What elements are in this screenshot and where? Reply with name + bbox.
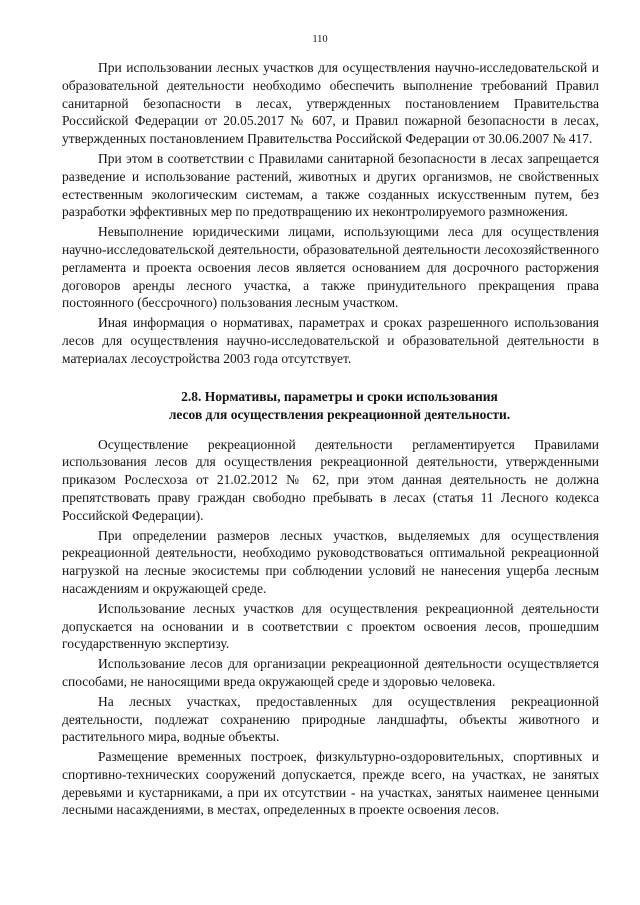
page-body bbox=[62, 59, 599, 821]
paragraph: Размещение временных построек, физкультурно-оздоровительных, спортивных и спортивно-технических сооружений допускается, прежде всего, на участках, не занятых деревьями и кустарниками, а при их отсутствии - на участках, занятых наименее ценными лесными насаждениями, в местах, определенных в проекте освоения лесов. bbox=[62, 749, 599, 818]
paragraph: Использование лесных участков для осуществления рекреационной деятельности допускается на основании и в соответствии с проектом освоения лесов, прошедшим государственную экспертизу. bbox=[62, 600, 599, 652]
section-heading-line: лесов для осуществления рекреационной деятельности. bbox=[168, 406, 511, 422]
paragraph: Невыполнение юридическими лицами, использующими леса для осуществления научно-исследовательской деятельности, образовательной деятельности лесохозяйственного регламента и проекта освоения лесов является основанием для досрочного расторжения договоров аренды лесного участка, а также принудительного прекращения права постоянного (бессрочного) пользования лесным участком. bbox=[62, 224, 599, 311]
paragraph: При использовании лесных участков для осуществления научно-исследовательской и образовательной деятельности необходимо обеспечить выполнение требований Правил санитарной безопасности в лесах, утвержденных постановлением Правительства Российской Федерации от 20.05.2017 № 607, и Правил пожарной безопасности в лесах, утвержденных постановлением Правительства Российской Федерации от 30.06.2007 № 417. bbox=[62, 60, 599, 147]
paragraph: Использование лесов для организации рекреационной деятельности осуществляется способами, не наносящими вреда окружающей среде и здоровью человека. bbox=[62, 656, 599, 689]
paragraph: На лесных участках, предоставленных для осуществления рекреационной деятельности, подлежат сохранению природные ландшафты, объекты животного и растительного мира, водные объекты. bbox=[62, 693, 599, 745]
paragraph: При этом в соответствии с Правилами санитарной безопасности в лесах запрещается разведение и использование растений, животных и других организмов, не свойственных естественным экологическим системам, а также созданных искусственным путем, без разработки эффективных мер по предотвращению их неконтролируемого размножения. bbox=[62, 150, 599, 220]
section-heading bbox=[62, 388, 599, 424]
paragraph: Иная информация о нормативах, параметрах и сроках разрешенного использования лесов для осуществления научно-исследовательской и образовательной деятельности в материалах лесоустройства 2003 года отсутствует. bbox=[62, 315, 599, 366]
section-heading-line: 2.8. Нормативы, параметры и сроки использования bbox=[181, 388, 498, 404]
paragraph: Осуществление рекреационной деятельности регламентируется Правилами использования лесов для осуществления рекреационной деятельности, утвержденными приказом Рослесхоза от 21.02.2012 № 62, при этом данная деятельность не должна препятствовать праву граждан свободно пребывать в лесах (статья 11 Лесного кодекса Российской Федерации). bbox=[62, 436, 599, 523]
paragraph: При определении размеров лесных участков, выделяемых для осуществления рекреационной деятельности, необходимо руководствоваться оптимальной рекреационной нагрузкой на лесные экосистемы при соблюдении условий не нанесения ущерба лесным насаждениям и окружающей среде. bbox=[62, 527, 599, 596]
page-number: 110 bbox=[312, 34, 328, 45]
